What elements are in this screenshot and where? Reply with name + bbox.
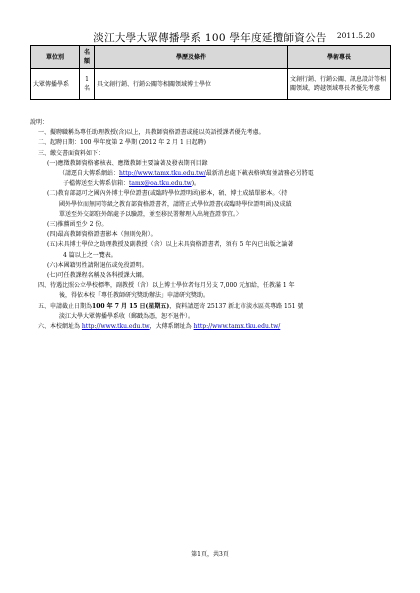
- sub-item: (七)可任教課程名稱及各科授課大綱。: [47, 272, 148, 280]
- sub-item-line: [30, 169, 395, 179]
- university-website-link[interactable]: http://www.tku.edu.tw: [81, 323, 150, 331]
- note-item-line: 後，得依本校「專任教師研究獎助辦法」申請研究獎助。: [59, 292, 210, 300]
- cell-expertise: 文創行銷、行銷公關、訊息設計等相關領域，跨越領域專長者優先考慮: [288, 69, 391, 100]
- sub-item: (一)應徵教師資格審核表、應徵教師主要論著及發表期刊目錄: [47, 159, 208, 167]
- cell-requirement: 具文創行銷、行銷公關等相關領域博士學位: [95, 69, 288, 100]
- sub-item-line: 單送至外交部駐外館處予以驗證，並至移民署辦理入出境查證事宜。〉: [59, 210, 243, 218]
- text: ，資料請逕寄 25137 新北市淡水區英專路 151 號: [169, 302, 304, 310]
- note-item: [30, 322, 395, 332]
- sub-item: (三)推薦函至少 2 份。: [47, 221, 108, 229]
- cell-count: 1 名: [80, 69, 95, 100]
- dept-website-link-2[interactable]: http://www.tamx.tku.edu.tw/: [193, 323, 281, 331]
- cell-unit: 大眾傳播學系: [31, 69, 80, 100]
- sub-item: (二)教育部認可之國內外博士學位證書(或臨時學位證明函)影本，碩、博士成績單影本。〈持: [47, 190, 288, 198]
- deadline-date: 100 年 7 月 15 日(星期五): [92, 302, 170, 310]
- text: )。: [191, 180, 201, 188]
- note-item: [30, 302, 395, 312]
- note-item-line: 淡江大學大眾傳播學系收（郵戳為憑，恕不退件）。: [59, 312, 195, 320]
- note-item: 二、起聘日期：100 學年度第 2 學期 (2012 年 2 月 1 日起聘): [38, 139, 207, 147]
- position-table: [30, 45, 391, 100]
- page-title: 淡江大學大眾傳播學系 100 學年度延攬師資公告: [93, 32, 327, 44]
- sub-item-line: 4 篇以上之一覽表。: [63, 251, 117, 259]
- sub-item-line: 國外學位而無同等級之教育部資格證書者，請將正式學位證書(或臨時學位證明函)及成績: [59, 200, 292, 208]
- note-item: 一、擬聘職稱為專任助理教授(含)以上，具教師資格證書或能以英語授課者優先考慮。: [38, 129, 265, 137]
- text: （請逕自大傳系網站：: [59, 170, 120, 178]
- sub-item: (五)未具博士學位之助理教授及副教授（含）以上未具資格證書者，須有 5 年內已出版之論著: [47, 241, 294, 249]
- page-number: 第1頁，共3頁: [191, 551, 229, 558]
- header-unit: 單位別: [31, 46, 80, 69]
- table-row: [31, 69, 391, 100]
- text: 最新消息處下載表格填寫並請務必另將電: [205, 170, 314, 178]
- notes-heading: 說明：: [30, 119, 49, 126]
- sub-item: (六)本國籍男性請附退伍或免役證明。: [47, 261, 148, 269]
- text: 六、本校網址為: [38, 323, 82, 331]
- sub-item: (四)最高教師資格證書影本（無則免附）。: [47, 231, 157, 239]
- announcement-date: 2011.5.20: [336, 31, 375, 40]
- header-count: 名額: [80, 46, 95, 69]
- note-item: 三、繳交書面資料如下：: [38, 149, 105, 157]
- table-header-row: [31, 46, 391, 69]
- header-requirement: 學歷及條件: [95, 46, 288, 69]
- dept-website-link[interactable]: http://www.tamx.tku.edu.tw/: [119, 170, 206, 178]
- note-item: 四、待遇比照公立學校標準，副教授（含）以上博士學位者每月另支 7,000 元加給，任教滿 1 年: [38, 282, 295, 290]
- dept-email-link[interactable]: tamx@oa.tku.edu.tw: [129, 180, 192, 188]
- header-expertise: 學術專長: [288, 46, 391, 69]
- text: 子檔傳送至大傳系信箱：: [63, 180, 130, 188]
- text: ，大傳系網址為: [149, 323, 194, 331]
- sub-item-line: [30, 179, 395, 189]
- text: 五、申請截止日期為: [38, 302, 93, 310]
- notes-section: [30, 118, 395, 332]
